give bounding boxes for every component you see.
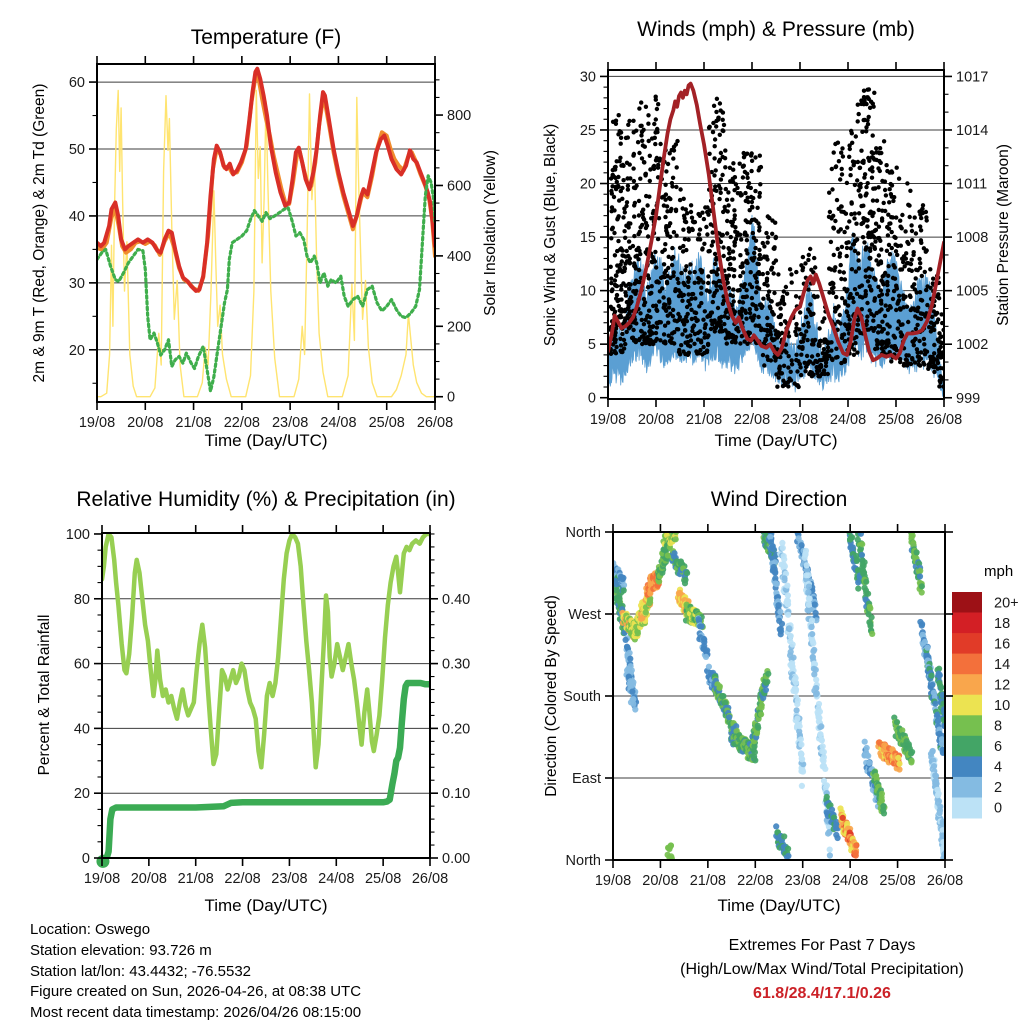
y-tick-label-right: 999 [956,390,981,407]
x-tick-label: 20/08 [637,412,675,428]
x-tick-label: 26/08 [416,415,454,431]
x-tick-label: 24/08 [320,415,357,431]
panel-title-winds-pressure: Winds (mph) & Pressure (mb) [637,18,915,41]
xaxis-label-temperature: Time (Day/UTC) [204,431,328,450]
colorbar-label: 0 [994,800,1003,817]
y-tick-label-left: 20 [68,342,85,359]
y-tick-label-left: North [565,525,601,541]
colorbar-label: 20+ [994,595,1019,612]
y-tick-label-left: North [565,853,601,869]
y-tick-label-left: 15 [579,230,596,247]
y-tick-label-left: 40 [73,721,90,738]
x-tick-label: 20/08 [127,415,164,431]
colorbar-label: 8 [994,718,1003,735]
yaxis-label-humidity-left: Percent & Total Rainfall [36,614,53,776]
x-tick-label: 23/08 [271,871,308,887]
extremes-subtitle: (High/Low/Max Wind/Total Precipitation) [680,961,964,978]
speed-colorbar [952,592,1019,819]
x-tick-label: 20/08 [130,871,168,887]
x-tick-label: 24/08 [318,871,355,887]
y-tick-label-left: 100 [65,526,90,543]
colorbar-title: mph [984,563,1014,580]
station-elevation: Station elevation: 93.726 m [30,941,212,959]
y-tick-label-left: 25 [579,122,596,139]
y-tick-label-left: 50 [68,142,85,159]
2m-temperature-line [97,69,435,291]
xaxis-label-winds-pressure: Time (Day/UTC) [714,431,838,450]
xaxis-label-humidity-precip: Time (Day/UTC) [204,896,328,915]
colorbar-label: 18 [994,615,1011,632]
humidity_precip-panel [66,525,470,887]
x-tick-label: 21/08 [175,415,212,431]
y-tick-label-left: 10 [579,283,596,300]
y-tick-label-left: 80 [73,591,90,608]
y-tick-label-left: West [568,607,601,623]
station-info-footer [30,920,361,1024]
extremes-title: Extremes For Past 7 Days [728,937,916,954]
x-tick-label: 23/08 [271,415,309,431]
y-tick-label-right: 1011 [956,176,988,193]
y-tick-label-left: 40 [68,208,85,225]
y-tick-label-right: 0.20 [442,721,471,738]
x-tick-label: 22/08 [224,871,261,887]
x-tick-label: 22/08 [737,873,774,889]
yaxis-label-direction-left: Direction (Colored By Speed) [543,595,560,797]
x-tick-label: 20/08 [642,873,679,889]
x-tick-label: 24/08 [829,412,867,428]
y-tick-label-right: 800 [447,108,472,125]
yaxis-label-solar-right: Solar Insolation (Yellow) [482,150,499,316]
panel-title-wind-direction: Wind Direction [710,488,848,511]
y-tick-label-left: 60 [73,656,90,673]
temperature-panel [69,56,471,431]
wind_direction-panel [563,524,1019,889]
station-latlon: Station lat/lon: 43.4432; -76.5532 [30,962,252,980]
y-tick-label-left: 0 [587,390,596,407]
x-tick-label: 24/08 [831,873,869,889]
x-tick-label: 26/08 [926,873,964,889]
x-tick-label: 19/08 [78,415,116,431]
x-tick-label: 26/08 [411,871,449,887]
extremes-values: 61.8/28.4/17.1/0.26 [753,985,891,1002]
x-tick-label: 25/08 [879,873,916,889]
colorbar-label: 10 [994,698,1011,714]
x-tick-label: 22/08 [733,412,771,428]
y-tick-label-right: 0.30 [442,656,471,673]
y-tick-label-right: 1008 [956,230,989,247]
y-tick-label-left: East [571,771,601,787]
panel-title-temperature: Temperature (F) [190,26,342,49]
colorbar-label: 12 [994,677,1011,694]
y-tick-label-right: 1002 [956,337,989,354]
x-tick-label: 21/08 [177,871,214,887]
y-tick-label-left: 5 [587,337,596,354]
relative-humidity-line [102,534,430,767]
x-tick-label: 23/08 [784,873,821,889]
humidity_precip-plot-area [102,534,430,858]
panel-title-humidity-precip: Relative Humidity (%) & Precipitation (in) [76,488,456,511]
y-tick-label-right: 0.10 [442,786,471,803]
y-tick-label-right: 1005 [956,283,989,300]
colorbar-label: 4 [994,759,1003,776]
x-tick-label: 22/08 [223,415,261,431]
y-tick-label-right: 200 [447,319,472,336]
xaxis-label-wind-direction: Time (Day/UTC) [717,896,841,915]
winds_pressure-plot-area [608,84,946,397]
data-timestamp: Most recent data timestamp: 2026/04/26 08:15:00 [30,1004,362,1022]
temperature-plot-area [97,69,435,397]
extremes-footer [622,934,1022,1006]
y-tick-label-left: 30 [579,69,596,86]
colorbar-label: 6 [994,739,1003,756]
yaxis-label-temperature-left: 2m & 9m T (Red, Orange) & 2m Td (Green) [31,83,48,383]
y-tick-label-right: 0.00 [442,851,471,867]
x-tick-label: 19/08 [589,412,627,428]
y-tick-label-right: 400 [447,248,472,265]
y-tick-label-right: 600 [447,178,472,195]
x-tick-label: 19/08 [594,873,632,889]
figure-created: Figure created on Sun, 2026-04-26, at 08:38 UTC [30,983,362,1001]
y-tick-label-left: 20 [73,786,90,803]
x-tick-label: 25/08 [364,871,402,887]
y-tick-label-right: 0.40 [442,591,471,608]
y-tick-label-right: 1014 [956,122,989,139]
x-tick-label: 23/08 [781,412,819,428]
station-location: Location: Oswego [30,921,151,938]
x-tick-label: 26/08 [925,412,963,428]
x-tick-label: 25/08 [368,415,405,431]
x-tick-label: 21/08 [685,412,723,428]
y-tick-label-right: 0 [447,389,456,406]
yaxis-label-pressure-right: Station Pressure (Maroon) [995,144,1012,326]
y-tick-label-right: 1017 [956,69,989,86]
y-tick-label-left: 30 [68,275,85,292]
y-tick-label-left: 0 [81,851,90,867]
y-tick-label-left: South [563,689,601,705]
winds_pressure-panel [580,62,988,428]
colorbar-label: 2 [994,780,1003,797]
yaxis-label-wind-left: Sonic Wind & Gust (Blue, Black) [542,123,559,347]
x-tick-label: 19/08 [83,871,121,887]
y-tick-label-left: 20 [579,176,596,193]
y-tick-label-left: 60 [68,75,85,92]
colorbar-label: 14 [994,656,1011,673]
x-tick-label: 25/08 [877,412,915,428]
colorbar-label: 16 [994,636,1011,653]
x-tick-label: 21/08 [689,873,727,889]
2m-dewpoint-line [97,176,435,391]
